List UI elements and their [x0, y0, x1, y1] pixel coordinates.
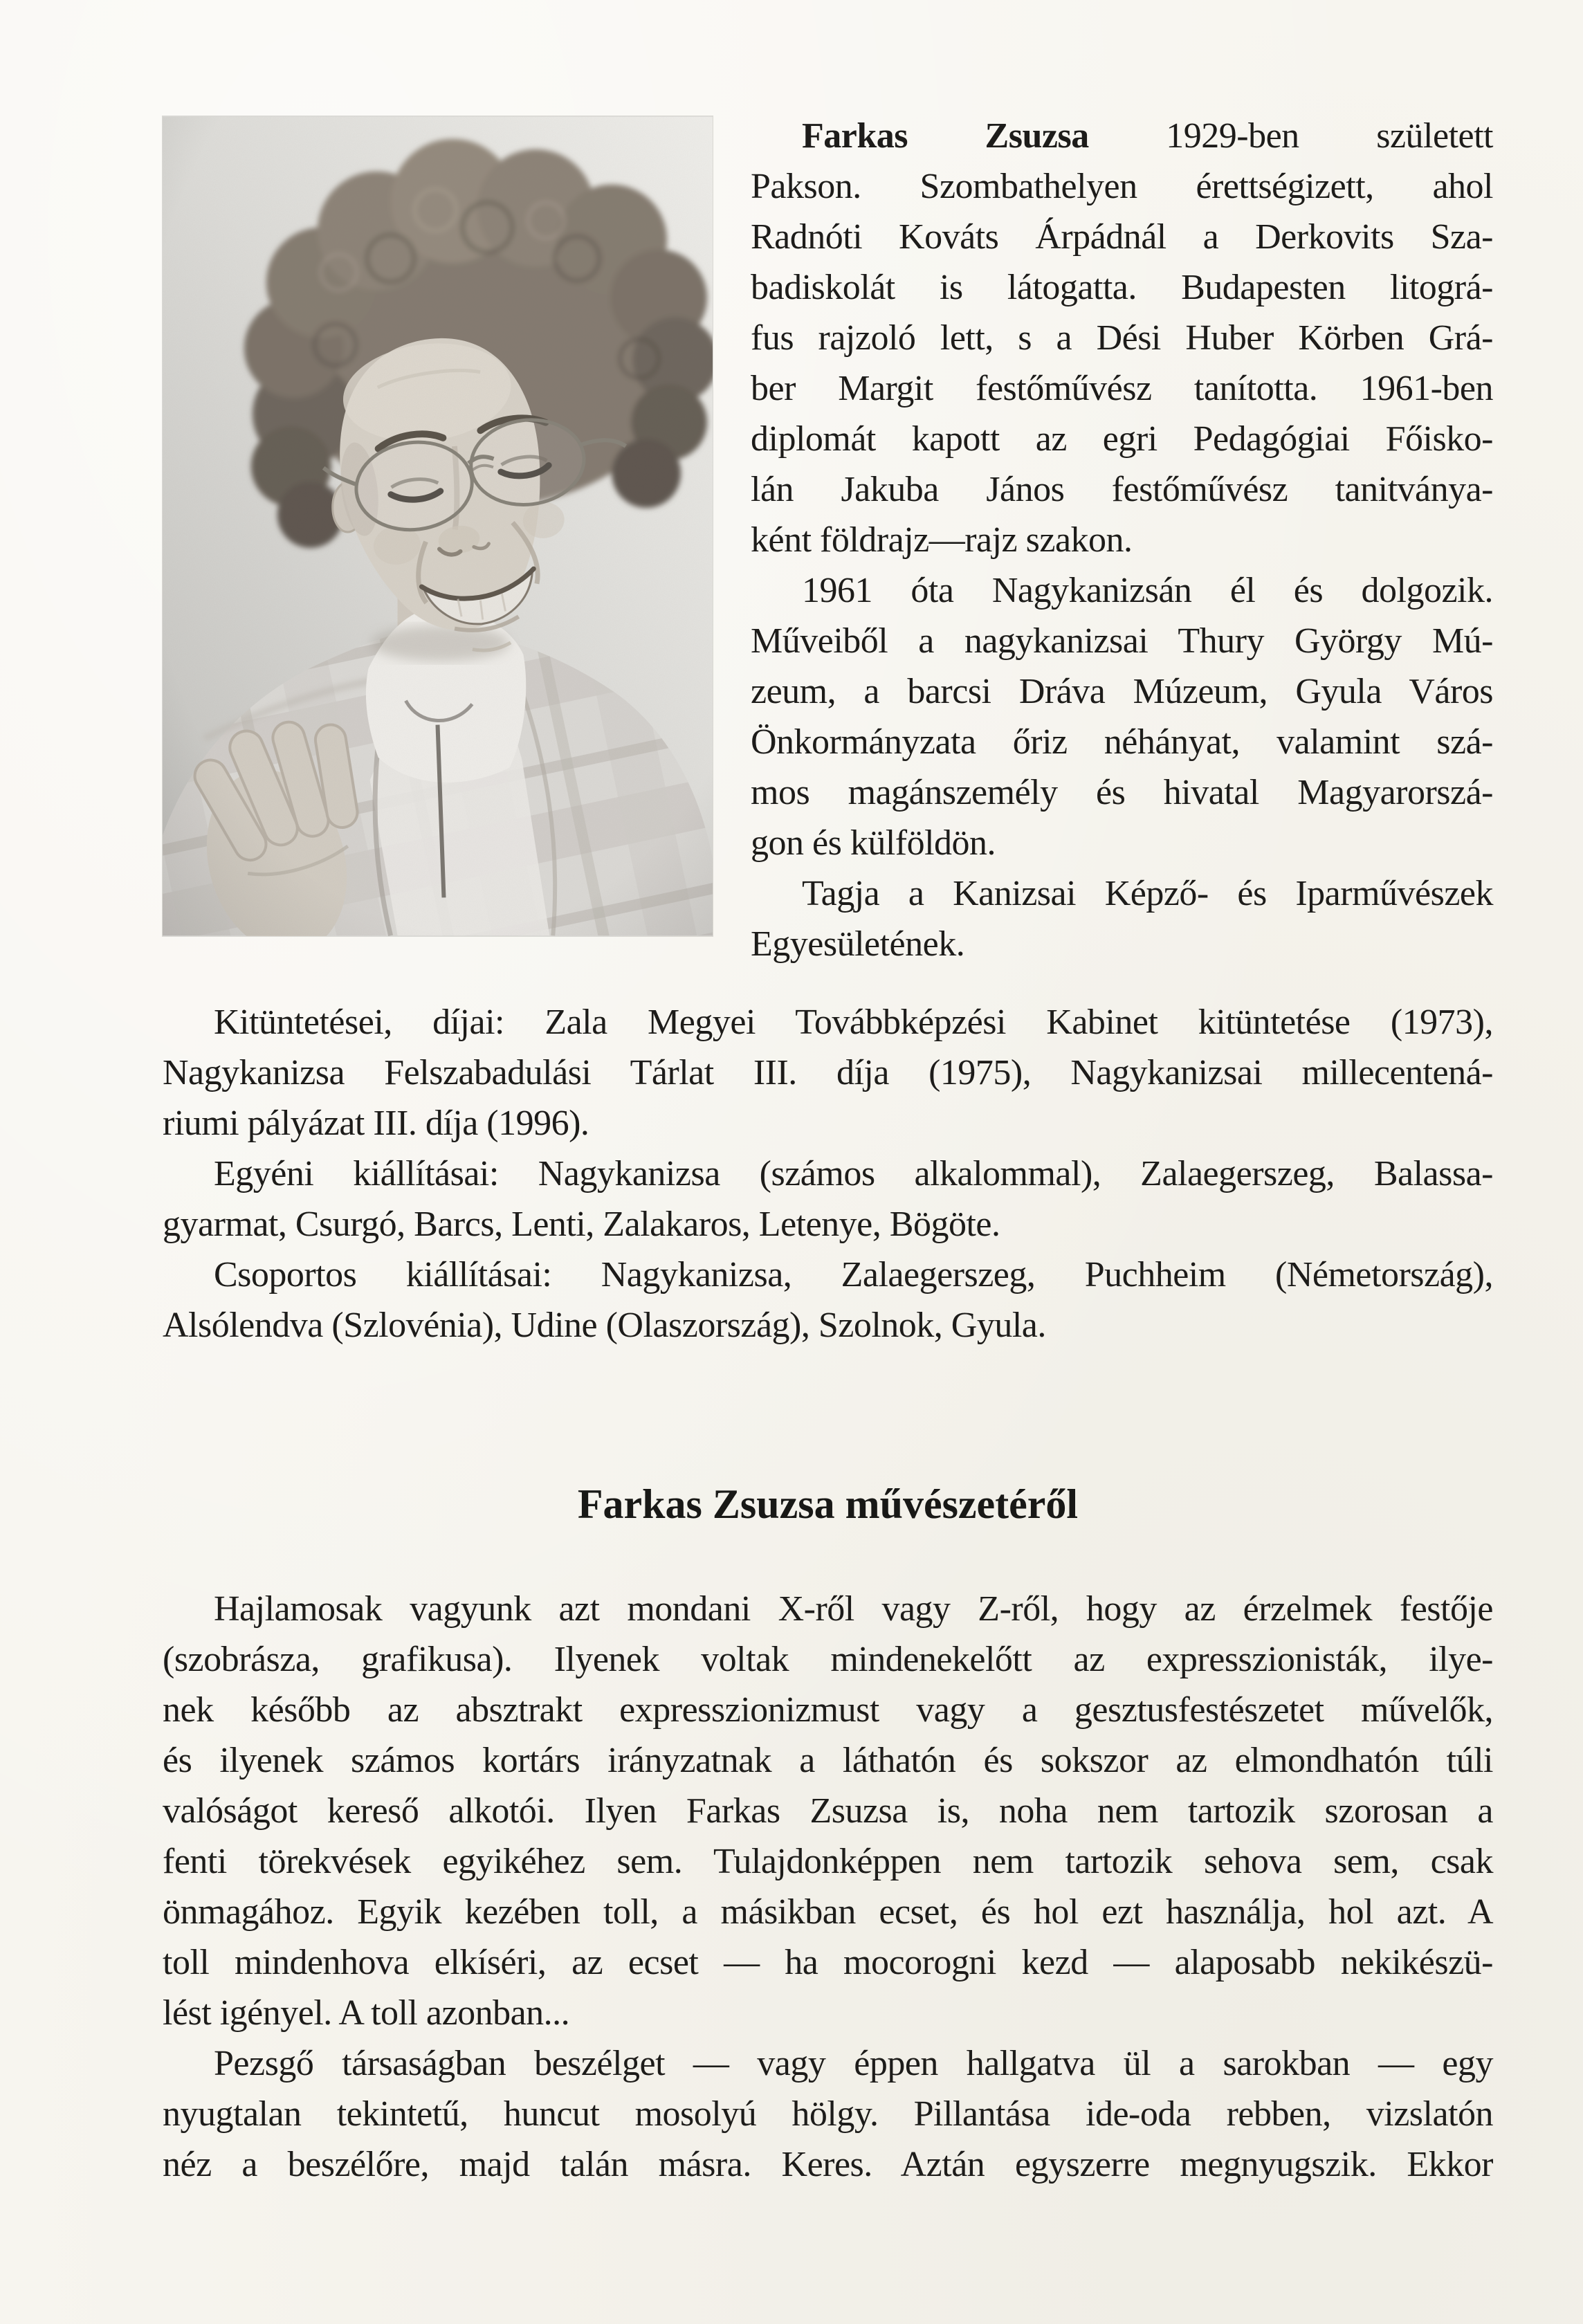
text-line: néz a beszélőre, majd talán másra. Keres. Aztán egyszerre megnyugszik. Ekkor: [163, 2145, 1493, 2184]
text-line: Műveiből a nagykanizsai Thury György Mú-: [751, 621, 1493, 661]
text-line: és ilyenek számos kortárs irányzatnak a láthatón és sokszor az elmondhatón túli: [163, 1741, 1493, 1780]
text-line: Hajlamosak vagyunk azt mondani X-ről vagy Z-ről, hogy az érzelmek festője: [214, 1589, 1493, 1629]
text-line: nek később az absztrakt expresszionizmust vagy a gesztusfestészetet művelők,: [163, 1690, 1493, 1730]
text-line: lést igényel. A toll azonban...: [163, 1993, 570, 2033]
portrait-photo: [163, 116, 713, 936]
text-line: Tagja a Kanizsai Képző- és Iparművészek: [802, 874, 1493, 913]
awards-paragraph: [163, 969, 1493, 1149]
text-fragment: 1929-ben született: [1088, 116, 1493, 156]
text-line: gon és külföldön.: [751, 823, 996, 863]
text-line: mos magánszemély és hivatal Magyarorszá-: [751, 773, 1493, 812]
essay-heading: Farkas Zsuzsa művészetéről: [577, 1481, 1079, 1527]
text-line: Csoportos kiállításai: Nagykanizsa, Zalaegerszeg, Puchheim (Németország),: [214, 1255, 1493, 1294]
text-line: nyugtalan tekintetű, huncut mosolyú hölgy. Pillantása ide-oda rebben, vizslatón: [163, 2094, 1493, 2134]
text-line: valóságot kereső alkotói. Ilyen Farkas Zsuzsa is, noha nem tartozik szorosan a: [163, 1791, 1493, 1831]
person-name: Farkas Zsuzsa: [802, 116, 1089, 156]
essay-paragraph-2: [163, 2038, 1493, 2190]
text-line: Nagykanizsa Felszabadulási Tárlat III. díja (1975), Nagykanizsai millecentená-: [163, 1053, 1493, 1092]
text-line: Egyéni kiállításai: Nagykanizsa (számos alkalommal), Zalaegerszeg, Balassa-: [214, 1154, 1493, 1193]
text-line: riumi pályázat III. díja (1996).: [163, 1104, 589, 1143]
solo-exhibitions-paragraph: [163, 1149, 1493, 1250]
text-line: Pezsgő társaságban beszélget — vagy éppen hallgatva ül a sarokban — egy: [214, 2044, 1493, 2083]
text-line: toll mindenhova elkíséri, az ecset — ha mocorogni kezd — alaposabb nekikészü-: [163, 1943, 1493, 1982]
text-line: Pakson. Szombathelyen érettségizett, ahol: [751, 167, 1493, 206]
text-line: Radnóti Kováts Árpádnál a Derkovits Sza-: [751, 217, 1493, 257]
essay-paragraph-1: [163, 1584, 1493, 2038]
text-line: 1961 óta Nagykanizsán él és dolgozik.: [802, 571, 1493, 610]
portrait-illustration: [163, 116, 713, 936]
text-line: Egyesületének.: [751, 924, 965, 964]
text-line: Önkormányzata őriz néhányat, valamint szá-: [751, 722, 1493, 762]
text-line: önmagához. Egyik kezében toll, a másikban ecset, és hol ezt használja, hol azt. A: [163, 1892, 1493, 1932]
text-line: badiskolát is látogatta. Budapesten litográ-: [751, 268, 1493, 307]
text-line: ként földrajz—rajz szakon.: [751, 520, 1133, 560]
group-exhibitions-paragraph: [163, 1250, 1493, 1351]
text-line: fus rajzoló lett, s a Dési Huber Körben Grá-: [751, 318, 1493, 358]
photo-vignette: [163, 117, 713, 936]
text-line: Kitüntetései, díjai: Zala Megyei Továbbképzési Kabinet kitüntetése (1973),: [214, 1003, 1493, 1042]
text-line: gyarmat, Csurgó, Barcs, Lenti, Zalakaros, Letenye, Bögöte.: [163, 1205, 1000, 1244]
text-line: Alsólendva (Szlovénia), Udine (Olaszország), Szolnok, Gyula.: [163, 1306, 1046, 1345]
text-line: lán Jakuba János festőművész tanitványa-: [751, 470, 1493, 509]
text-line: zeum, a barcsi Dráva Múzeum, Gyula Város: [751, 672, 1493, 711]
text-line: fenti törekvések egyikéhez sem. Tulajdonképpen nem tartozik sehova sem, csak: [163, 1842, 1493, 1881]
text-line: (szobrásza, grafikusa). Ilyenek voltak mindenekelőtt az expresszionisták, ilye-: [163, 1640, 1493, 1679]
text-line: ber Margit festőművész tanította. 1961-ben: [751, 369, 1493, 408]
text-line: diplomát kapott az egri Pedagógiai Főisko-: [751, 419, 1493, 459]
